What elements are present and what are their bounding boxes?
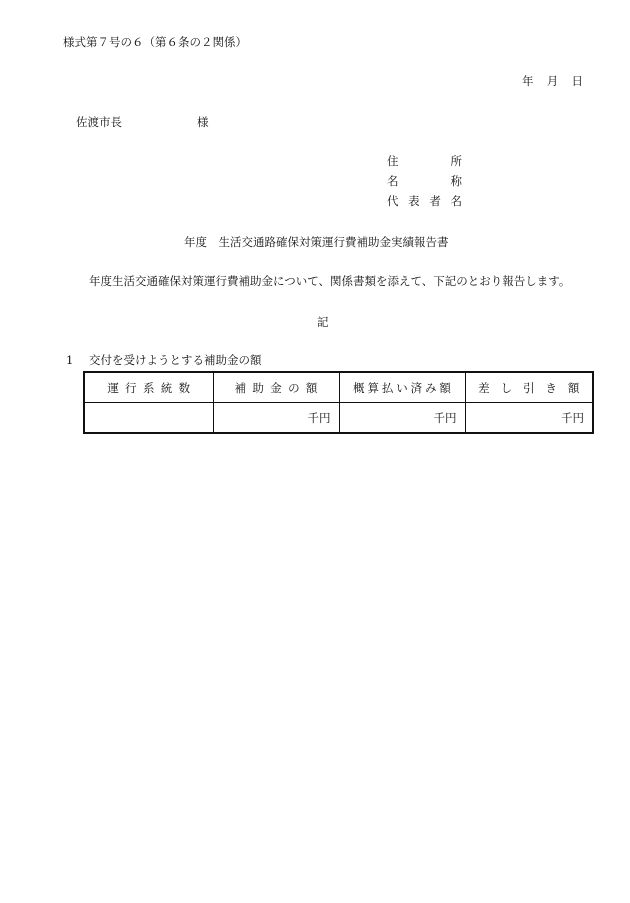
date-year-label: 年 — [522, 74, 534, 88]
cell-difference-amount: 千円 — [465, 403, 593, 434]
recipient-honorific: 様 — [197, 115, 209, 129]
header-route-count: 運行系統数 — [84, 372, 213, 403]
cell-route-count — [84, 403, 213, 434]
table-header-row — [84, 372, 593, 403]
applicant-address-label: 住 所 — [387, 154, 462, 168]
applicant-representative-label: 代 表 者 名 — [387, 194, 462, 208]
body-text: 年度生活交通確保対策運行費補助金について、関係書類を添えて、下記のとおり報告します。 — [89, 274, 571, 288]
subsidy-amount-table — [83, 371, 594, 434]
applicant-name-label: 名 称 — [387, 174, 462, 188]
cell-prepaid-amount: 千円 — [339, 403, 465, 434]
document-title: 年度 生活交通路確保対策運行費補助金実績報告書 — [184, 235, 449, 249]
date-day-label: 日 — [571, 74, 583, 88]
ki-marker: 記 — [317, 315, 329, 329]
header-subsidy-amount: 補助金の額 — [213, 372, 339, 403]
section1-heading: 交付を受けようとする補助金の額 — [89, 353, 262, 367]
recipient-name: 佐渡市長 — [76, 115, 122, 129]
date-month-label: 月 — [546, 74, 559, 88]
date-line — [522, 74, 583, 88]
section1-number: 1 — [66, 353, 74, 367]
table-row — [84, 403, 593, 434]
form-number: 様式第７号の６（第６条の２関係） — [63, 35, 247, 49]
header-prepaid-amount: 概算払い済み額 — [339, 372, 465, 403]
cell-subsidy-amount: 千円 — [213, 403, 339, 434]
header-difference-amount: 差し引き額 — [465, 372, 593, 403]
